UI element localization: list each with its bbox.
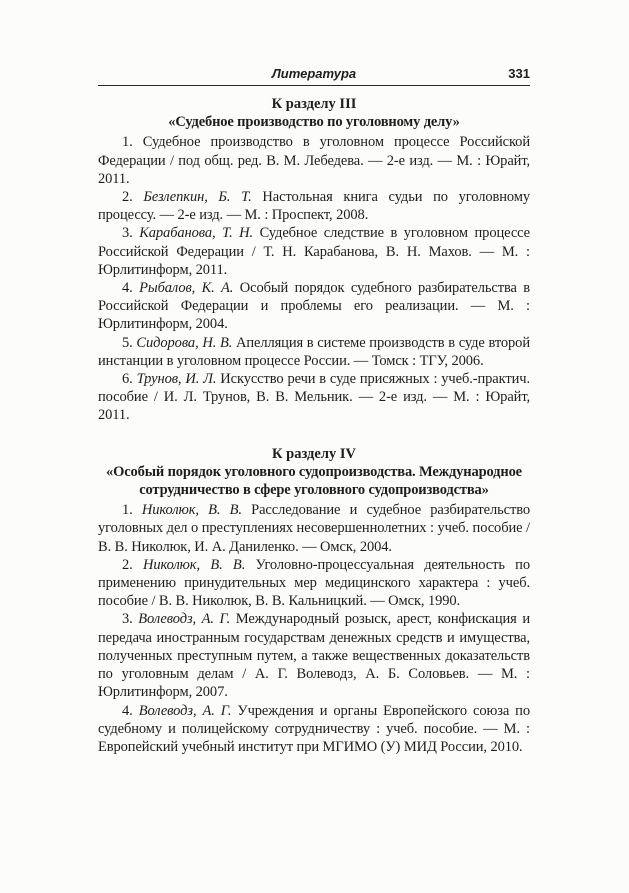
entry-text: Настольная книга судьи по уголовному процессу. — 2-е изд. — М. : Проспект, 2008. (98, 189, 531, 224)
entry-author: Николюк, В. В. (143, 556, 246, 573)
entry-text: Расследование и судебное разбирательство уголовных дел о преступлениях несовершеннолетних : учеб. пособие / В. В. Николюк, И. А. Даниленко. — Омск, 2004. (98, 502, 531, 555)
bibliography (98, 95, 530, 756)
reference-entry (98, 279, 530, 334)
entry-text: Судебное следствие в уголовном процессе Российской Федерации / Т. Н. Карабанова, В. Н. Махов. — М. : Юрлитинформ, 2011. (98, 225, 531, 278)
section-heading: К разделу IV (272, 445, 356, 462)
entry-author: Безлепкин, Б. Т. (143, 189, 252, 206)
entry-number: 3. (122, 225, 133, 242)
entry-text: Уголовно-процессуальная деятельность по применению принудительных мер медицинского характера : учеб. пособие / В. В. Николюк, В. В. Кальницкий. — Омск, 1990. (98, 556, 530, 610)
entry-text: Апелляция в системе производств в суде второй инстанции в уголовном процессе России. — Томск : ТГУ, 2006. (98, 334, 530, 369)
entry-text: Учреждения и органы Европейского союза по судебному и полицейскому сотрудничеству : учеб. пособие. — М. : Европейский учебный институт при МГИМО (У) МИД России, 2010. (98, 702, 530, 755)
entry-number: 2. (122, 556, 133, 573)
entry-number: 1. (122, 134, 133, 151)
reference-entry (98, 610, 530, 701)
entry-author: Трунов, И. Л. (136, 371, 217, 388)
entry-number: 5. (122, 334, 133, 351)
reference-entry (98, 334, 530, 370)
reference-entry (98, 133, 530, 188)
reference-entry (98, 702, 530, 757)
section-subtitle: «Особый порядок уголовного судопроизводства. Международное сотрудничество в сфере уголовного судопроизводства» (106, 463, 522, 499)
reference-entry (98, 370, 530, 425)
running-header (98, 63, 530, 86)
page-number: 331 (508, 66, 530, 81)
reference-entry (98, 224, 530, 279)
section-3 (98, 95, 530, 425)
entry-author: Карабанова, Т. Н. (139, 225, 254, 242)
reference-entry (98, 556, 530, 611)
section-4 (98, 445, 530, 756)
entry-number: 4. (122, 280, 133, 297)
entry-number: 3. (122, 611, 133, 628)
entry-number: 1. (122, 502, 133, 519)
entry-author: Сидорова, Н. В. (136, 334, 233, 351)
running-title: Литература (271, 66, 357, 81)
entry-number: 2. (122, 189, 133, 206)
entry-text: Особый порядок судебного разбирательства в Российской Федерации и проблемы его реализации. — М. : Юрлитинформ, 2004. (98, 280, 530, 333)
entry-author: Рыбалов, К. А. (139, 280, 234, 297)
reference-entry (98, 188, 530, 224)
entry-text: Искусство речи в суде присяжных : учеб.-практич. пособие / И. Л. Трунов, В. В. Мельник. — 2-е изд. — М. : Юрайт, 2011. (98, 371, 530, 424)
section-subtitle: «Судебное производство по уголовному делу» (168, 114, 460, 131)
section-heading: К разделу III (271, 96, 357, 112)
entry-text: Судебное производство в уголовном процессе Российской Федерации / под общ. ред. В. М. Лебедева. — 2-е изд. — М. : Юрайт, 2011. (98, 134, 530, 187)
entry-number: 4. (122, 702, 133, 719)
entry-author: Волеводз, А. Г. (138, 611, 231, 628)
entry-number: 6. (122, 371, 133, 388)
reference-entry (98, 501, 530, 556)
entry-author: Николюк, В. В. (141, 502, 242, 519)
section-spacer (98, 425, 530, 445)
entry-author: Волеводз, А. Г. (138, 702, 232, 719)
entry-text: Международный розыск, арест, конфискация и передача иностранным государствам денежных средств и имущества, полученных преступным путем, а также вещественных доказательств по уголовным делам / А. Г. Волеводз, А. Б. Соловьев. — М. : Юрлитинформ, 2007. (98, 611, 530, 701)
